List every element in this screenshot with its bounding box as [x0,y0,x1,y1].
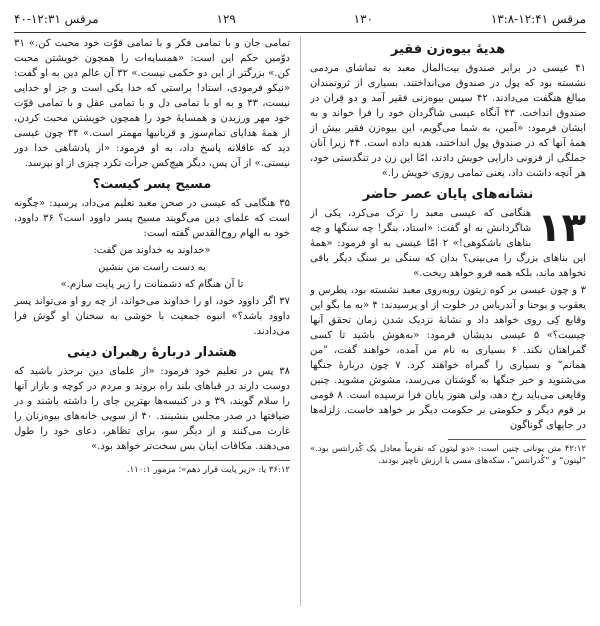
section-heading-son-of-david: مسیح پسر کیست؟ [92,177,212,192]
header-rule [14,32,586,33]
paragraph: ۴۱ عیسی در برابر صندوق بیت‌المال معبد به تماشای مردمی نشسته بود که پول در صندوق می‌انداختند. بسیاری از ثروتمندان مبالغ هنگفت می‌دادند. ۴۲ سپس بیوه‌زنی فقیر آمد و دو قِران در صندوق انداخت. ۴۳ آنگاه عیسی شاگردان خود را فرا خواند و به ایشان فرمود: «آمین، به شما می‌گویم، این بیوه‌زن فقیر بیش از همهٔ آنها که در صندوق پول انداختند، هدیه داده است. ۴۴ زیرا آنان جملگی از فزونی دارایی خویش دادند، امّا این زن در تنگدستی خود، هر آنچه داشت داد، یعنی تمامی روزی خویش را.» [310,63,586,179]
paragraph [310,206,586,281]
right-column [310,36,586,606]
paragraph: ۳۸ پس در تعلیم خود فرمود: «از علمای دین برحذر باشید که دوست دارند در قباهای بلند راه بروند و مردم در کوچه و بازار آنها را سلام گویند، ۳۹ و در کنیسه‌ها بهترین جای را داشته باشند و در ضیافتها در صدر مجلس بنشینند. ۴۰ از سویی خانه‌های بیوه‌زنان را غارت می‌کنند و از دیگر سو، برای تظاهر، دعای خود را طول می‌دهند. مکافات اینان بس سخت‌تر خواهد بود.» [14,366,290,452]
right-page-number: ۱۳۰ [353,12,373,26]
column-divider [300,36,301,606]
poetry-line: به دست راست من بنشین [98,262,206,273]
section-heading-warning: هشدار دربارهٔ رهبران دینی [67,345,237,360]
footnote: ۴۲:۱۲ متن یونانی چنین است: «دو لپتون که تقریباً معادل یک کُدرانتس بود.» ”لپتون“ و ”کُدرانتس“، سکه‌های مسی با ارزش ناچیز بودند. [310,444,586,466]
left-column [14,36,290,606]
right-running-title: مرقس ۱۲:۴۱-۱۳:۸ [490,12,586,26]
paragraph: تمامی جان و با تمامی فکر و با تمامی قوّت خود محبت کن.» ۳۱ دوّمین حکم این است: «همسایه‌ات را همچون خویشتن محبت کن.» بزرگتر از این دو حکمی نیست.» ۳۲ آن عالم دین به او گفت: «نیکو فرمودی، استاد! براستی که خدا یکی است و جز او خدایی نیست، ۳۳ و به او با تمامی دل و با تمامی عقل و با تمامی قوّت خود مهر ورزیدن و همسایهٔ خود را همچون خویشتن محبت کردن، از همهٔ هدایای تمام‌سوز و قربانیها مهمتر است.» ۳۴ چون عیسی دید که عاقلانه پاسخ داد، به او فرمود: «از پادشاهی خدا دور نیستی.» از آن پس، دیگر هیچ‌کس جرأت نکرد چیزی از او بپرسد. [14,38,290,169]
footnote-rule [152,460,290,461]
running-header [14,10,586,28]
footnote-rule [448,439,586,440]
paragraph: ۳۵ هنگامی که عیسی در صحن معبد تعلیم می‌داد، پرسید: «چگونه است که علمای دین می‌گویند مسیح پسر داوود است؟ ۳۶ داوود، خود به الهام روح‌القدس گفته است: [14,198,290,239]
chapter-number: ۱۳ [537,205,586,251]
poetry-line: تا آن هنگام که دشمنانت را زیر پایت سازم.» [60,279,244,290]
footnote: ۳۶:۱۲ یا: «زیر پایت قرار دهم»؛ مزمور ۱۱۰:۱. [126,465,290,475]
paragraph-text: هنگامی که عیسی معبد را ترک می‌کرد، یکی از شاگردانش به او گفت: «استاد، بنگر! چه سنگها و چه بناهای باشکوهی!» ۲ امّا عیسی به او فرمود: «همهٔ این بناهای بزرگ را می‌بینی؟ بدان که سنگی بر سنگ دیگر باقی نخواهد ماند، بلکه همه فرو خواهد ریخت.» [310,208,586,279]
poetry-line: «خداوند به خداوند من گفت: [93,245,211,256]
section-heading-end-times: نشانه‌های پایان عصر حاضر [362,187,534,202]
section-heading-widows-offering: هدیهٔ بیوه‌زن فقیر [390,42,506,57]
left-running-title: مرقس ۱۲:۳۱-۴۰ [14,12,99,26]
paragraph: ۳ و چون عیسی بر کوه زیتون روبه‌روی معبد نشسته بود، پطرس و یعقوب و یوحنا و آندریاس در خلوت از او پرسیدند: ۴ «به ما بگو این وقایع کِی روی خواهد داد و نشانهٔ نزدیک شدن زمان تحقق آنها چیست؟» ۵ عیسی بدیشان فرمود: «به‌هوش باشید تا کسی گمراهتان نکند. ۶ بسیاری به نام من آمده، خواهند گفت، ”من همانم“ و بسیاری را گمراه خواهند کرد. ۷ چون دربارهٔ جنگها می‌شنوید و خبر جنگها به گوشتان می‌رسد، مشوش مشوید. چنین وقایعی می‌باید رخ دهد، ولی هنوز پایان فرا نرسیده است. ۸ قومی بر قوم دیگر و حکومتی بر حکومت دیگر بر خواهد خاست. زلزله‌ها در جایهای گوناگون [310,285,586,431]
paragraph: ۳۷ اگر داوود خود، او را خداوند می‌خواند، از چه رو او می‌تواند پسر داوود باشد؟» انبوه جمعیت با خوشی به سخنان او گوش فرا می‌دادند. [14,296,290,337]
left-page-number: ۱۲۹ [216,12,236,26]
